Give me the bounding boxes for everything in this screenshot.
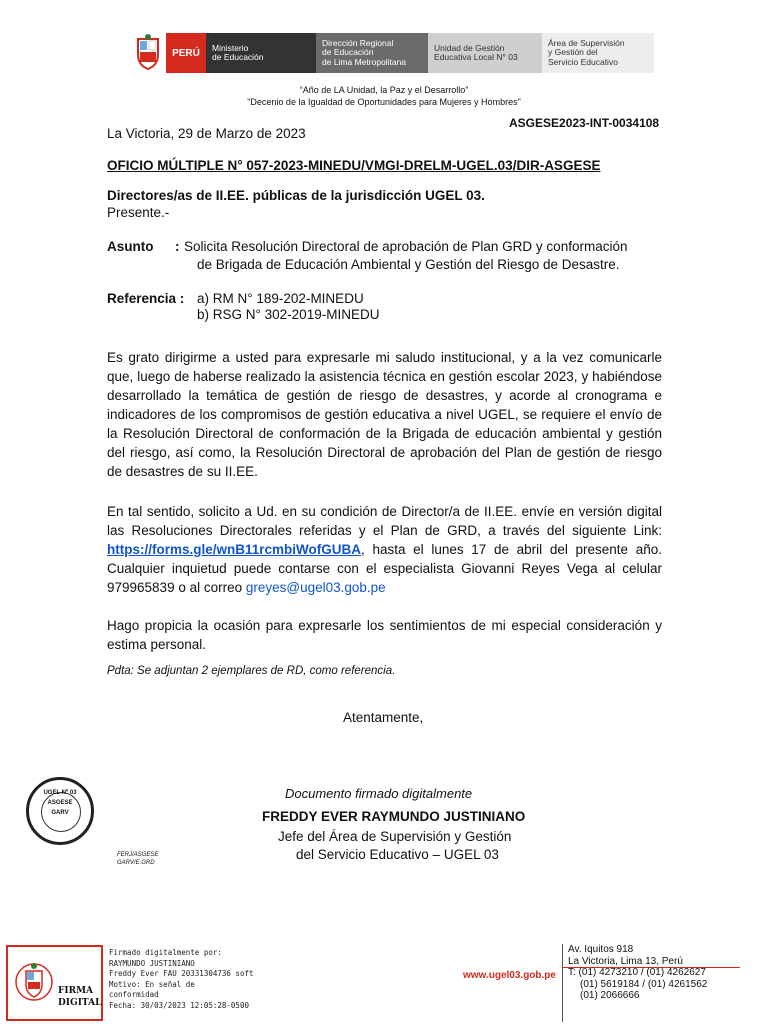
sig-line-2: RAYMUNDO JUSTINIANO [109,958,195,968]
ugel-stamp-icon: UGEL Nº 03 ASGESE GARV [26,777,94,845]
address-block [568,944,707,1002]
footer-divider [562,944,563,1022]
ugel-line-2: Educativa Local N° 03 [434,52,518,62]
sig-line-5: conformidad [109,990,159,999]
recipients: Directores/as de II.EE. públicas de la jurisdicción UGEL 03. [107,188,485,203]
year-motto: “Año de LA Unidad, la Paz y el Desarrollo” [299,85,469,95]
area-line-1: Área de Supervisión [548,37,625,48]
sig-line-4: Motivo: En señal de [109,979,195,989]
initials-1: FERJ/ASGESE [117,852,159,858]
referencia-a: a) RM N° 189-202-MINEDU [197,291,364,306]
email-link[interactable]: greyes@ugel03.gob.pe [245,580,386,595]
sig-line-6: Fecha: 30/03/2023 12:05:28-0500 [109,1000,249,1010]
signer-name: FREDDY EVER RAYMUNDO JUSTINIANO [262,809,526,824]
ministry-line-1: Ministerio [212,42,249,53]
asunto-label: Asunto [107,239,154,254]
phone-line-1: T: (01) 4273210 / (01) 4262627 [568,967,706,978]
paragraph-2 [107,502,662,597]
country-label: PERÚ [166,33,206,73]
ugel-box [428,33,542,73]
decade-motto: "Decenio de la Igualdad de Oportunidades para Mujeres y Hombres" [247,97,521,107]
digital-label: DIGITAL [58,998,102,1008]
signer-role-2: del Servicio Educativo – UGEL 03 [296,847,499,862]
drelm-line-3: de Lima Metropolitana [322,56,407,67]
oficio-title: OFICIO MÚLTIPLE N° 057-2023-MINEDU/VMGI-DRELM-UGEL.03/DIR-ASGESE [107,158,601,173]
sig-line-1: Firmado digitalmente por: [109,948,222,957]
paragraph-1: Es grato dirigirme a usted para expresarle mi saludo institucional, y a la vez comunicarle que, luego de haberse realizado la asistencia técnica en gestión escolar 2023, y habiéndose desarrollado la temática de gestión de riesgo de desastres, y acorde al cronograma e indicadores de los compromisos de gestión educativa a nivel UGEL, se requiere el envío de la Resolución Directoral de conformación de la Brigada de educación ambiental y gestión del riesgo, así como, la Resolución Directoral de aprobación del Plan de gestión de riesgo de desastres de su II.EE. [107,350,662,479]
address-line-1: Av. Iquitos 918 [568,944,634,955]
firma-label: FIRMA [58,986,94,996]
paragraph-2-text-a: En tal sentido, solicito a Ud. en su condición de Director/a de II.EE. envíe en versión digital las Resoluciones Directorales referidas y el Plan de GRD, a través del siguiente Link: [107,504,662,538]
drelm-line-2: de Educación [322,47,374,58]
presente: Presente.- [107,205,170,220]
area-line-2: y Gestión del [548,47,598,58]
drelm-box [316,33,428,73]
form-link[interactable]: https://forms.gle/wnB11rcmbiWofGUBA [107,542,362,557]
asunto-colon: : [175,239,180,254]
sig-line-3: Freddy Ever FAU 20331304736 soft [109,969,254,978]
ugel-line-1: Unidad de Gestión [434,42,505,53]
place-date: La Victoria, 29 de Marzo de 2023 [107,126,306,141]
signed-digitally-note: Documento firmado digitalmente [285,786,473,801]
coat-of-arms-icon [130,33,166,73]
digital-signature-details [109,948,254,1011]
postscript: Pdta: Se adjuntan 2 ejemplares de RD, como referencia. [107,665,396,677]
phone-line-2: (01) 5619184 / (01) 4261562 [580,978,708,990]
phone-line-3: (01) 2066666 [580,990,640,1001]
initials-2: GARV/E.GRD [117,860,155,866]
header-banner [130,33,654,73]
website-link[interactable]: www.ugel03.gob.pe [463,970,556,981]
area-box [542,33,654,73]
digital-signature-frame [6,945,103,1021]
reference-code: ASGESE2023-INT-0034108 [509,116,660,130]
referencia-label: Referencia : [107,291,185,306]
asunto-line-1: Solicita Resolución Directoral de aprobación de Plan GRD y conformación [184,239,628,254]
signer-role-1: Jefe del Área de Supervisión y Gestión [278,829,512,844]
peru-seal-icon [14,953,54,1011]
paragraph-2-text-b: , hasta el lunes 17 de abril del presente año. Cualquier inquietud puede contarse con el especialista Giovanni Reyes Vega al celular 979965839 o al correo [107,542,662,595]
address-line-2: La Victoria, Lima 13, Perú [568,955,683,967]
asunto-line-2: de Brigada de Educación Ambiental y Gestión del Riesgo de Desastre. [197,257,620,272]
ministry-box [206,33,316,73]
ministry-line-2: de Educación [212,52,264,62]
closing: Atentamente, [343,710,424,725]
area-line-3: Servicio Educativo [548,56,618,67]
drelm-line-1: Dirección Regional [322,37,394,48]
referencia-b: b) RSG N° 302-2019-MINEDU [197,307,380,322]
paragraph-3: Hago propicia la ocasión para expresarle los sentimientos de mi especial consideración y estima personal. [107,618,662,652]
